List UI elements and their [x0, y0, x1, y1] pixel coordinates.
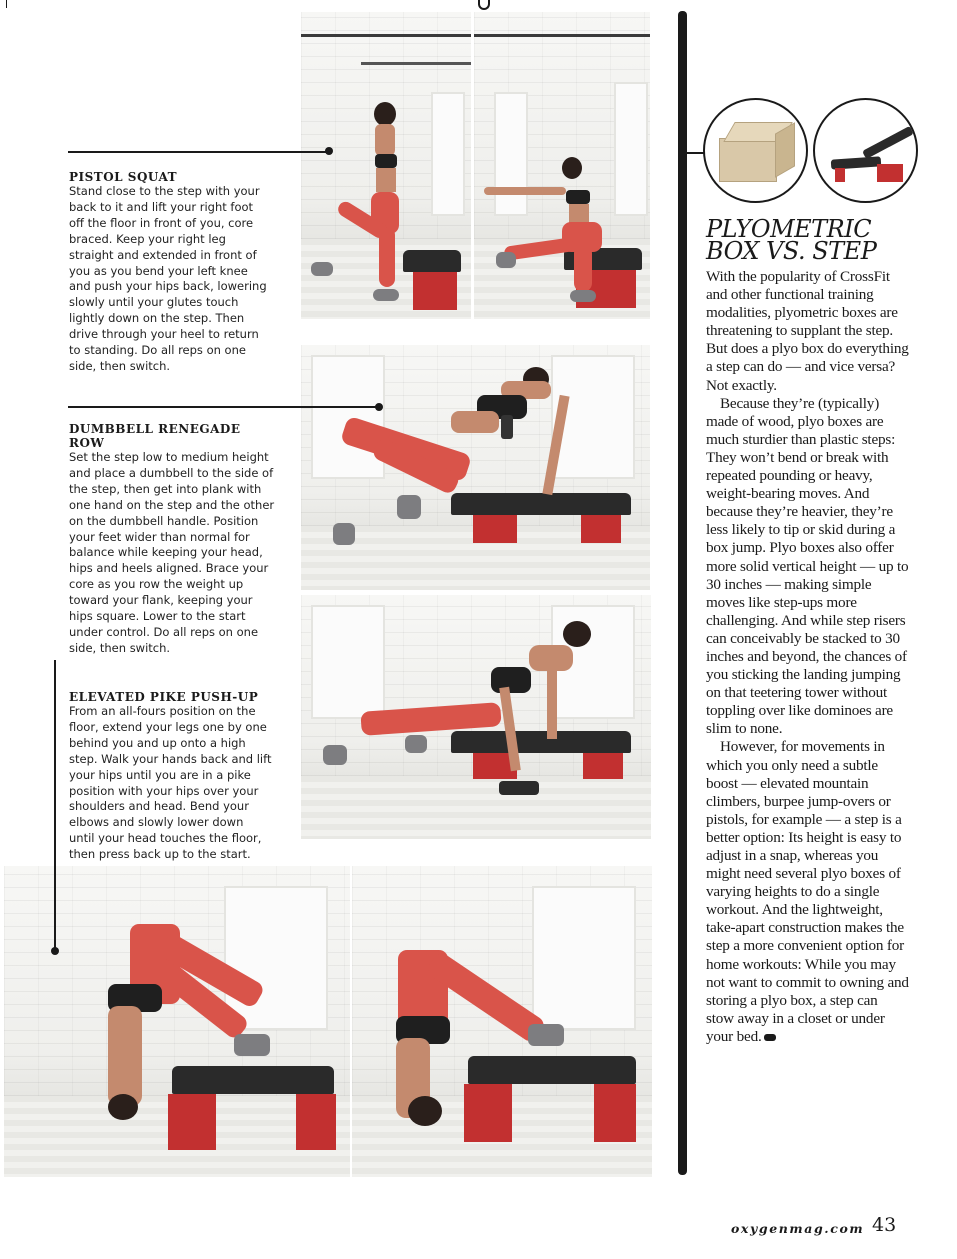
pistol-squat-connector-dot [325, 147, 333, 155]
pistol-squat-block [69, 170, 269, 375]
pike-push-up-connector-line [54, 660, 56, 954]
pistol-squat-instructions: Stand close to the step with your back to it and lift your right foot off the floor in front of you, core braced. Keep your right leg straight and extended in front of you as you bend your left knee and push your hips back, lowering slowly until your glutes touch lightly down on the step. Then drive through your heel to return to standing. Do all reps on one side, then switch. [69, 184, 267, 373]
renegade-row-photo-lift [301, 345, 650, 590]
pike-push-up-photo-down [352, 866, 652, 1177]
pike-push-up-title: ELEVATED PIKE PUSH-UP [69, 690, 259, 704]
sidebar-paragraph-text: However, for movements in which you only need a subtle boost — elevated mountain climbers, burpee jump-overs or pistols, for example — a step is a better option: Its height is easy to adjust in a snap, whereas you might need several plyo boxes of varying heights to do a single workout. And the lightweight, take-apart construction makes the step a more convenient option for home workouts: While you may not want to commit to owning and storing a plyo box, a step can stow away in a closet or under your bed. [706, 738, 909, 1045]
plyo-box-image [703, 98, 808, 203]
renegade-row-instructions: Set the step low to medium height and place a dumbbell to the side of the step, then get into plank with one hand on the step and the other on the dumbbell handle. Position your feet wider than normal for balance while keeping your head, hips and heels aligned. Brace your core as you row the weight up toward your flank, keeping your hips square. Lower to the start under control. Do all reps on one side, then switch. [69, 450, 275, 655]
pistol-squat-title: PISTOL SQUAT [69, 170, 178, 184]
pike-push-up-connector-dot [51, 947, 59, 955]
renegade-row-photo-plank [301, 595, 651, 839]
pistol-squat-photo-bottom [474, 12, 650, 319]
sidebar-title-line1: PLYOMETRIC [706, 215, 872, 243]
sidebar-paragraph: Because they’re (typically) made of wood, plyo boxes are much sturdier than plastic steps: They won’t bend or break with repeated pounding or heavy, weight-bearing moves. And because they’re heavier, they’re less likely to tip or skid during a box jump. Plyo boxes also offer more solid vertical height — up to 30 inches — making simple moves like step-ups more challenging. And while step risers can conceivably be stacked to 30 inches and beyond, the chances of you sticking the landing jumping on that teetering tower without toppling over like dominoes are slim to none. [706, 394, 909, 738]
sidebar-rule [678, 11, 687, 1175]
renegade-row-title: DUMBBELL RENEGADE ROW [69, 422, 241, 450]
sidebar-title-line2: BOX VS. STEP [706, 237, 877, 265]
sidebar-paragraph: With the popularity of CrossFit and other functional training modalities, plyometric boxes are threatening to supplant the step. But does a plyo box do everything a step can do — and vice versa? Not exactly. [706, 268, 909, 394]
pistol-squat-connector-line [68, 151, 330, 153]
sidebar-paragraph [706, 738, 909, 1046]
pistol-squat-photo-start [301, 12, 471, 319]
renegade-row-connector-dot [375, 403, 383, 411]
pike-push-up-instructions: From an all-fours position on the floor, extend your legs one by one behind you and up onto a high step. Walk your hands back and lift your hips until you are in a pike position with your hips over your shoulders and head. Bend your elbows and slowly lower down until your head touches the floor, then press back up to the start. [69, 704, 272, 862]
crop-mark [6, 0, 7, 8]
footer-site-name: oxygenmag.com [731, 1221, 865, 1236]
page-number: 43 [872, 1214, 897, 1236]
step-platform-image [813, 98, 918, 203]
dumbbell-icon [764, 1034, 776, 1041]
sidebar-title [706, 215, 906, 265]
renegade-row-block [69, 422, 279, 657]
registration-mark-icon [478, 0, 490, 10]
sidebar-article [706, 268, 909, 1046]
pike-push-up-block [69, 690, 272, 863]
renegade-row-connector-line [68, 406, 380, 408]
